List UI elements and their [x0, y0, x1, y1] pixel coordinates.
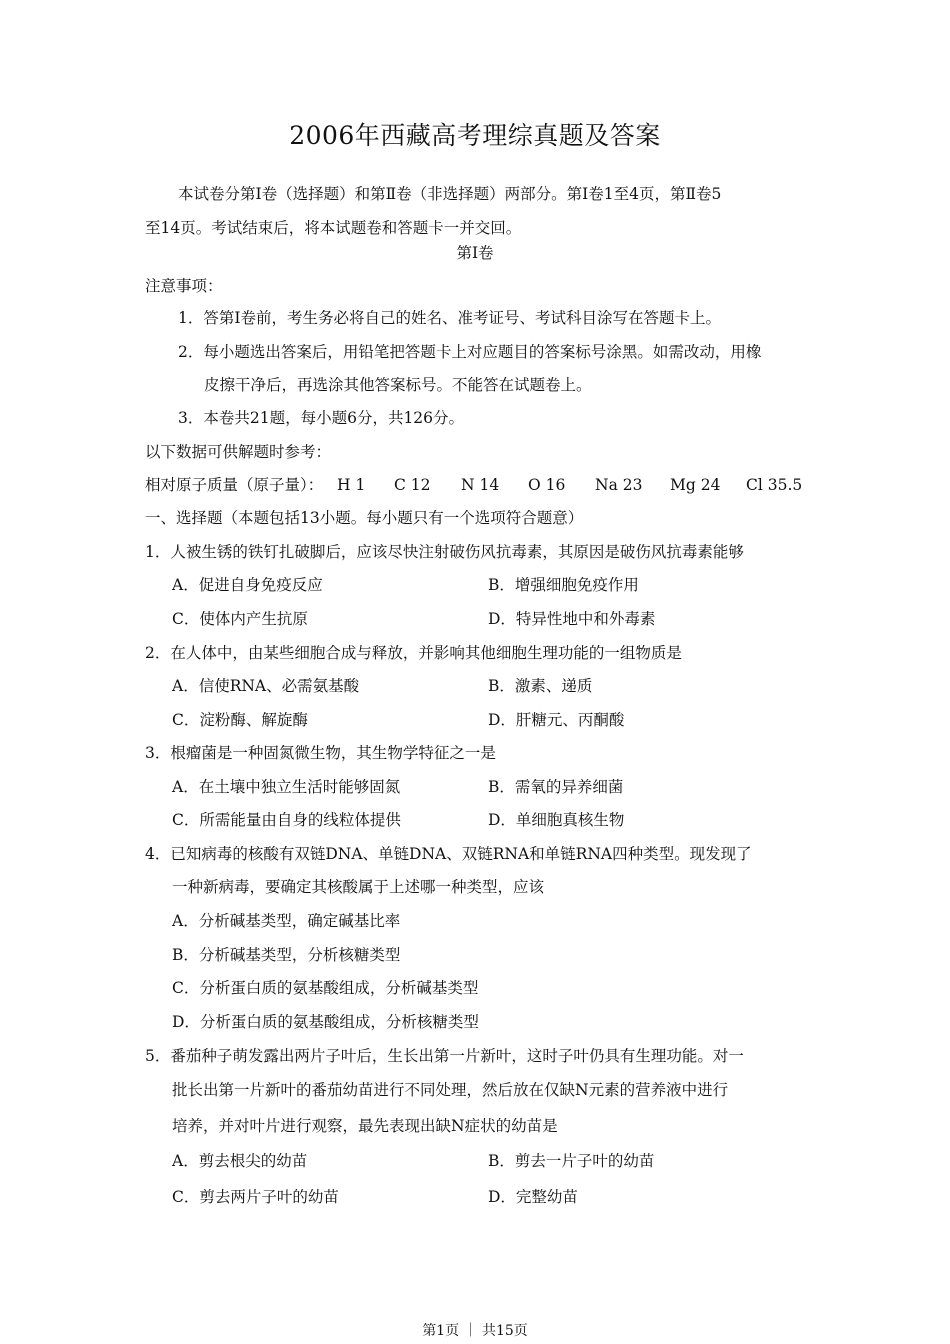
atomic-mass-o: O 16 — [528, 476, 566, 494]
question-1-option-c: C．使体内产生抗原 — [172, 610, 308, 628]
part-heading: 一、选择题（本题包括13小题。每小题只有一个选项符合题意） — [145, 509, 584, 527]
question-4-option-d: D．分析蛋白质的氨基酸组成，分析核糖类型 — [172, 1013, 479, 1031]
question-5-option-a: A．剪去根尖的幼苗 — [172, 1152, 308, 1170]
section-heading: 第Ⅰ卷 — [456, 244, 494, 262]
question-3-option-c: C．所需能量由自身的线粒体提供 — [172, 811, 401, 829]
question-2-option-b: B．激素、递质 — [488, 677, 593, 695]
intro-line-1: 本试卷分第Ⅰ卷（选择题）和第Ⅱ卷（非选择题）两部分。第Ⅰ卷1至4页，第Ⅱ卷5 — [178, 185, 722, 203]
question-5-stem-line-3: 培养，并对叶片进行观察，最先表现出缺N症状的幼苗是 — [172, 1117, 558, 1135]
note-item-1: 1．答第Ⅰ卷前，考生务必将自己的姓名、准考证号、考试科目涂写在答题卡上。 — [178, 309, 721, 327]
question-4-option-b: B．分析碱基类型，分析核糖类型 — [172, 946, 401, 964]
question-1-option-a: A．促进自身免疫反应 — [172, 576, 323, 594]
question-4-stem-line-1: 4．已知病毒的核酸有双链DNA、单链DNA、双链RNA和单链RNA四种类型。现发现了 — [145, 845, 752, 863]
question-2-option-a: A．信使RNA、必需氨基酸 — [172, 677, 360, 695]
atomic-mass-cl: Cl 35.5 — [746, 476, 803, 494]
question-3-option-a: A．在土壤中独立生活时能够固氮 — [172, 778, 401, 796]
question-5-stem-line-1: 5．番茄种子萌发露出两片子叶后，生长出第一片新叶，这时子叶仍具有生理功能。对一 — [145, 1047, 744, 1065]
question-1-stem: 1．人被生锈的铁钉扎破脚后，应该尽快注射破伤风抗毒素，其原因是破伤风抗毒素能够 — [145, 543, 744, 561]
note-item-3: 3．本卷共21题，每小题6分，共126分。 — [178, 409, 465, 427]
question-5-option-c: C．剪去两片子叶的幼苗 — [172, 1188, 339, 1206]
question-3-stem: 3．根瘤菌是一种固氮微生物，其生物学特征之一是 — [145, 744, 496, 762]
question-4-option-c: C．分析蛋白质的氨基酸组成，分析碱基类型 — [172, 979, 479, 997]
question-2-option-d: D．肝糖元、丙酮酸 — [488, 711, 625, 729]
atomic-mass-na: Na 23 — [595, 476, 643, 494]
atomic-mass-n: N 14 — [461, 476, 500, 494]
intro-line-2: 至14页。考试结束后，将本试题卷和答题卡一并交回。 — [145, 219, 522, 237]
page-footer: 第1页 ｜ 共15页 — [422, 1323, 528, 1339]
atomic-mass-h: H 1 — [337, 476, 366, 494]
question-3-option-b: B．需氧的异养细菌 — [488, 778, 624, 796]
atomic-mass-label: 相对原子质量（原子量）： — [145, 476, 324, 494]
notes-heading: 注意事项： — [145, 277, 223, 295]
note-item-2-line-1: 2．每小题选出答案后，用铅笔把答题卡上对应题目的答案标号涂黑。如需改动，用橡 — [178, 343, 762, 361]
question-2-option-c: C．淀粉酶、解旋酶 — [172, 711, 308, 729]
note-item-2-line-2: 皮擦干净后，再选涂其他答案标号。不能答在试题卷上。 — [204, 376, 592, 394]
question-5-option-b: B．剪去一片子叶的幼苗 — [488, 1152, 655, 1170]
question-5-stem-line-2: 批长出第一片新叶的番茄幼苗进行不同处理，然后放在仅缺N元素的营养液中进行 — [172, 1081, 729, 1099]
atomic-mass-c: C 12 — [394, 476, 431, 494]
question-4-option-a: A．分析碱基类型，确定碱基比率 — [172, 912, 401, 930]
question-1-option-b: B．增强细胞免疫作用 — [488, 576, 639, 594]
question-3-option-d: D．单细胞真核生物 — [488, 811, 625, 829]
atomic-mass-mg: Mg 24 — [670, 476, 721, 494]
question-1-option-d: D．特异性地中和外毒素 — [488, 610, 656, 628]
reference-heading: 以下数据可供解题时参考： — [145, 443, 332, 461]
page-title: 2006年西藏高考理综真题及答案 — [289, 121, 661, 150]
question-5-option-d: D．完整幼苗 — [488, 1188, 578, 1206]
question-4-stem-line-2: 一种新病毒，要确定其核酸属于上述哪一种类型，应该 — [172, 878, 545, 896]
question-2-stem: 2．在人体中，由某些细胞合成与释放，并影响其他细胞生理功能的一组物质是 — [145, 644, 682, 662]
